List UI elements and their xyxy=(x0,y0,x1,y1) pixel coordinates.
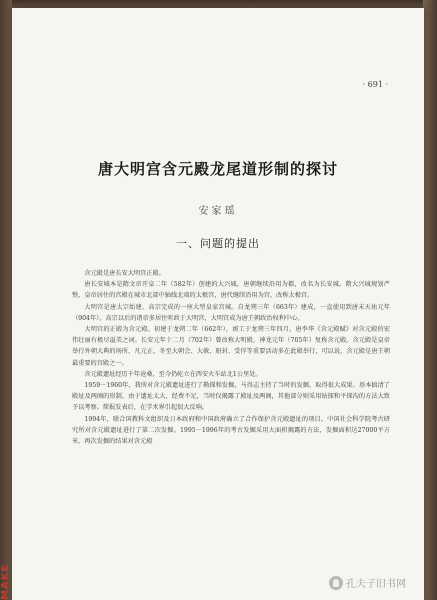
document-page xyxy=(12,8,424,600)
desk-background-right xyxy=(423,0,437,600)
side-printed-text: MAKE xyxy=(0,563,11,600)
paragraph: 大明宫的正殿为含元殿。初建于龙朔二年（662年），竣工于龙朔三年四月。唐李华《含元殿赋》对含元殿的宏伟壮丽有极尽溢美之词。长安元年十二月（702年）曾改称大明殿，神龙元年（705年）复称含元殿。含元殿是皇帝举行外朝大典的场所，凡元正、冬至大朝会、大赦、册封、受俘等重要活动多在此殿举行，可以说，含元殿是唐王朝最重要的宫殿之一。 xyxy=(72,326,390,367)
article-author: 安家瑶 xyxy=(198,206,238,217)
watermark-logo-icon xyxy=(329,576,343,590)
article-title: 唐大明宫含元殿龙尾道形制的探讨 xyxy=(97,160,338,178)
article-body xyxy=(72,268,390,447)
paragraph: 唐长安城本是隋文帝开皇二年（582年）创建的大兴城，唐朝继续沿用为都，改名为长安城。隋大兴城规划严整，皇帝居住的宫殿在城市北部中轴线北端的太极宫，唐代继续沿用为宫，改称太极宫。 xyxy=(72,281,390,300)
paragraph: 含元殿是唐长安大明宫正殿。 xyxy=(84,270,165,277)
watermark-text: 孔夫子旧书网 xyxy=(346,579,406,590)
page-number: · 691 · xyxy=(362,80,388,89)
watermark xyxy=(329,575,406,590)
section-heading: 一、问题的提出 xyxy=(176,237,260,250)
paragraph: 1994年，联合国教科文组织及日本政府和中国政府确立了合作保护含元殿遗址的项目。中国社会科学院考古研究所对含元殿遗址进行了第二次发掘。1995－1996年的考古发掘采用大面积揭露的方法，发掘面积达27000平方米，再次发掘的结果对含元殿 xyxy=(72,415,390,446)
paragraph: 含元殿遗址经历千年沧桑，至今仍屹立在西安火车站北1公里处。 xyxy=(84,370,262,378)
paragraph: 1959－1960年，我所对含元殿遗址进行了勘探和发掘，马得志主持了当时的发掘，取得很大成果。基本搞清了殿址及两阁的形制，由于遗址太大，经费不足，当时仅揭露了殿址及两阁，其他部分则采用钻探和平探沟的方法大致予以考察。简报发表后，在学术界引起很大反响。 xyxy=(72,382,390,412)
desk-background-left xyxy=(0,0,12,600)
paragraph: 大明宫是唐太宗始建、高宗完成的一座大型皇家宫城。自龙朔三年（663年）建成，一直使用到唐末天祐元年（904年）。高宗以后的诸帝多居住听政于大明宫，大明宫成为唐王朝政治权利中心。 xyxy=(72,303,390,322)
